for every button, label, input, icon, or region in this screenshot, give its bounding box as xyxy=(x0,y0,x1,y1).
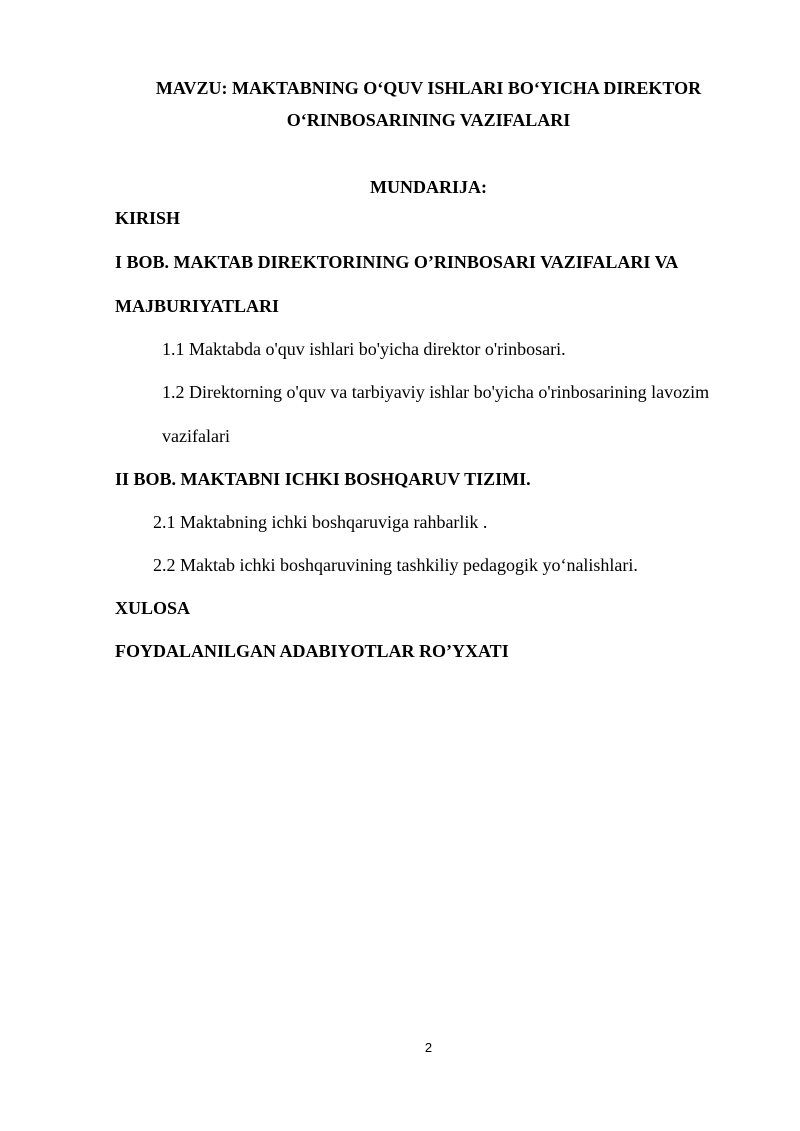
page-number: 2 xyxy=(424,1040,433,1055)
toc-entry-chapter-1-line-2: MAJBURIYATLARI xyxy=(115,296,280,316)
toc-entry-chapter-2: II BOB. MAKTABNI ICHKI BOSHQARUV TIZIMI. xyxy=(115,469,531,489)
toc-entry-section-1-2-line-2: vazifalari xyxy=(162,426,230,446)
toc-entry-conclusion: XULOSA xyxy=(115,598,191,618)
toc-entry-section-1-1: 1.1 Maktabda o'quv ishlari bo'yicha direktor o'rinbosari. xyxy=(162,339,566,359)
document-title-line-1: MAVZU: MAKTABNING O‘QUV ISHLARI BO‘YICHA DIREKTOR xyxy=(155,78,702,98)
document-title-line-2: O‘RINBOSARINING VAZIFALARI xyxy=(286,110,571,130)
toc-entry-introduction: KIRISH xyxy=(115,208,181,228)
toc-entry-section-1-2-line-1: 1.2 Direktorning o'quv va tarbiyaviy ishlar bo'yicha o'rinbosarining lavozim xyxy=(162,382,710,402)
toc-entry-chapter-1-line-1: I BOB. MAKTAB DIREKTORINING O’RINBOSARI VAZIFALARI VA xyxy=(115,252,679,272)
toc-heading: MUNDARIJA: xyxy=(370,177,487,197)
toc-entry-section-2-1: 2.1 Maktabning ichki boshqaruviga rahbarlik . xyxy=(153,512,488,532)
toc-entry-section-2-2: 2.2 Maktab ichki boshqaruvining tashkiliy pedagogik yo‘nalishlari. xyxy=(153,555,638,575)
toc-entry-references: FOYDALANILGAN ADABIYOTLAR RO’YXATI xyxy=(115,641,509,661)
